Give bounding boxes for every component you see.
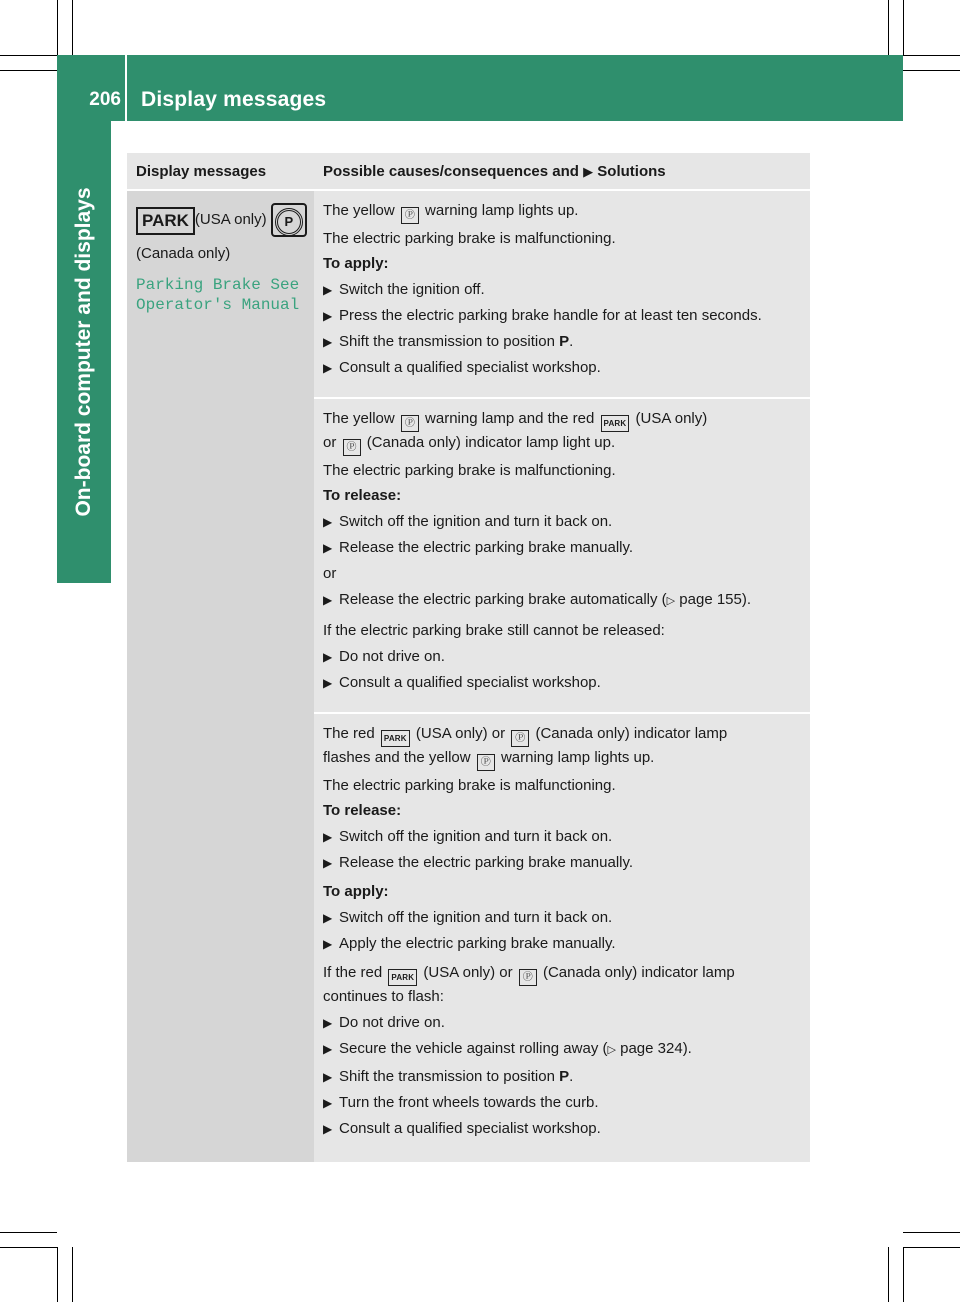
list-item: ▶ Consult a qualified specialist workshop.	[323, 357, 802, 378]
parking-brake-p-icon: Ⓟ	[343, 439, 361, 456]
list-item: ▶ Apply the electric parking brake manually.	[323, 933, 802, 954]
subheading: To apply:	[323, 883, 389, 900]
crop-mark	[72, 0, 73, 55]
canada-only-label: (Canada only)	[136, 245, 231, 263]
arrow-icon: ▶	[323, 309, 333, 323]
parking-brake-p-icon: Ⓟ	[519, 969, 537, 986]
arrow-icon: ▶	[323, 937, 333, 951]
display-message-cell	[127, 190, 314, 1162]
list-item: ▶ Press the electric parking brake handle for at least ten seconds.	[323, 305, 802, 326]
crop-mark	[57, 1247, 58, 1302]
list-item: ▶ Shift the transmission to position P.	[323, 331, 802, 352]
arrow-icon: ▶	[323, 335, 333, 349]
display-text-line: Operator's Manual	[136, 296, 300, 315]
crop-mark	[0, 55, 57, 56]
arrow-icon: ▶	[323, 1122, 333, 1136]
arrow-icon: ▶	[323, 1042, 333, 1056]
crop-mark	[903, 55, 960, 56]
display-messages-table	[127, 153, 810, 1162]
crop-mark	[888, 0, 889, 55]
arrow-icon: ▶	[323, 1096, 333, 1110]
page-reference-link[interactable]: page 324).	[620, 1040, 692, 1057]
paragraph: The yellow Ⓟ warning lamp and the red PARK (USA only) or Ⓟ (Canada only) indicator lamp light up.	[323, 408, 802, 456]
list-item: ▶ Consult a qualified specialist workshop.	[323, 672, 802, 693]
arrow-icon: ▶	[323, 676, 333, 690]
list-item: ▶ Release the electric parking brake manually.	[323, 852, 802, 873]
arrow-icon: ▶	[323, 911, 333, 925]
crop-mark	[888, 1247, 889, 1302]
arrow-icon: ▶	[323, 830, 333, 844]
arrow-icon: ▶	[323, 650, 333, 664]
parking-brake-p-icon: P	[271, 203, 307, 237]
paragraph: The yellow Ⓟ warning lamp lights up.	[323, 200, 802, 224]
paragraph: The electric parking brake is malfunctioning.	[323, 462, 616, 479]
parking-brake-warning-icon: Ⓟ	[477, 754, 495, 771]
list-item: ▶ Switch off the ignition and turn it back on.	[323, 511, 802, 532]
table-header-row	[127, 153, 810, 190]
crop-mark	[0, 1232, 57, 1233]
list-item: ▶ Release the electric parking brake automatically (▷ page 155).	[323, 589, 802, 612]
arrow-icon: ▶	[323, 361, 333, 375]
arrow-icon: ▶	[323, 283, 333, 297]
list-item: ▶ Turn the front wheels towards the curb.	[323, 1092, 802, 1113]
usa-only-label: (USA only)	[194, 211, 267, 228]
paragraph: If the red PARK (USA only) or Ⓟ (Canada only) indicator lamp continues to flash:	[323, 964, 735, 1005]
solution-cell	[314, 190, 810, 398]
parking-brake-warning-icon: Ⓟ	[401, 207, 419, 224]
display-symbols	[136, 203, 307, 271]
parking-brake-warning-icon: Ⓟ	[401, 415, 419, 432]
subheading: To apply:	[323, 255, 389, 272]
list-item: ▶ Release the electric parking brake manually.	[323, 537, 802, 558]
crop-mark	[57, 0, 58, 55]
arrow-icon: ▶	[323, 856, 333, 870]
col-header-solutions: Solutions	[597, 162, 666, 180]
park-indicator-icon: PARK	[388, 969, 417, 986]
display-text-line: Parking Brake See	[136, 276, 300, 295]
crop-mark	[0, 70, 57, 71]
park-indicator-icon: PARK	[381, 730, 410, 747]
arrow-icon: ▶	[323, 1070, 333, 1084]
arrow-icon: ▶	[323, 1016, 333, 1030]
page-number: 206	[89, 89, 121, 110]
page-title: Display messages	[141, 88, 327, 111]
col-header-display-messages: Display messages	[127, 153, 314, 190]
paragraph: The electric parking brake is malfunctioning.	[323, 230, 616, 247]
arrow-icon: ▶	[583, 163, 594, 179]
solution-cell	[314, 713, 810, 1162]
or-separator: or	[323, 565, 337, 582]
crop-mark	[72, 1247, 73, 1302]
crop-mark	[903, 0, 904, 55]
page-reference-icon: ▷	[666, 595, 676, 607]
crop-mark	[903, 1232, 960, 1233]
park-indicator-icon: PARK	[136, 207, 195, 235]
list-item: ▶ Do not drive on.	[323, 646, 802, 667]
table-row	[127, 190, 810, 398]
col-header-causes-text: Possible causes/consequences and	[323, 162, 579, 180]
page-reference-link[interactable]: page 155).	[679, 591, 752, 608]
arrow-icon: ▶	[323, 593, 333, 607]
list-item: ▶ Shift the transmission to position P.	[323, 1066, 802, 1087]
crop-mark	[0, 1247, 57, 1248]
list-item: ▶ Secure the vehicle against rolling away (▷ page 324).	[323, 1038, 802, 1061]
paragraph: The electric parking brake is malfunctioning.	[323, 777, 616, 794]
crop-mark	[903, 1247, 904, 1302]
park-indicator-icon: PARK	[601, 415, 630, 432]
list-item: ▶ Switch off the ignition and turn it back on.	[323, 907, 802, 928]
paragraph: If the electric parking brake still cannot be released:	[323, 622, 665, 639]
list-item: ▶ Consult a qualified specialist workshop.	[323, 1118, 802, 1139]
solution-cell	[314, 398, 810, 713]
paragraph: The red PARK (USA only) or Ⓟ (Canada only) indicator lamp flashes and the yellow Ⓟ warning lamp lights up.	[323, 723, 802, 771]
crop-mark	[903, 70, 960, 71]
header-divider	[125, 55, 127, 121]
parking-brake-p-icon: Ⓟ	[511, 730, 529, 747]
page-reference-icon: ▷	[607, 1044, 616, 1056]
arrow-icon: ▶	[323, 515, 333, 529]
list-item: ▶ Switch the ignition off.	[323, 279, 802, 300]
list-item: ▶ Switch off the ignition and turn it back on.	[323, 826, 802, 847]
arrow-icon: ▶	[323, 541, 333, 555]
col-header-causes	[314, 153, 810, 190]
crop-mark	[903, 1247, 960, 1248]
subheading: To release:	[323, 487, 402, 504]
chapter-tab-label: On-board computer and displays	[72, 187, 95, 517]
list-item: ▶ Do not drive on.	[323, 1012, 802, 1033]
subheading: To release:	[323, 802, 402, 819]
